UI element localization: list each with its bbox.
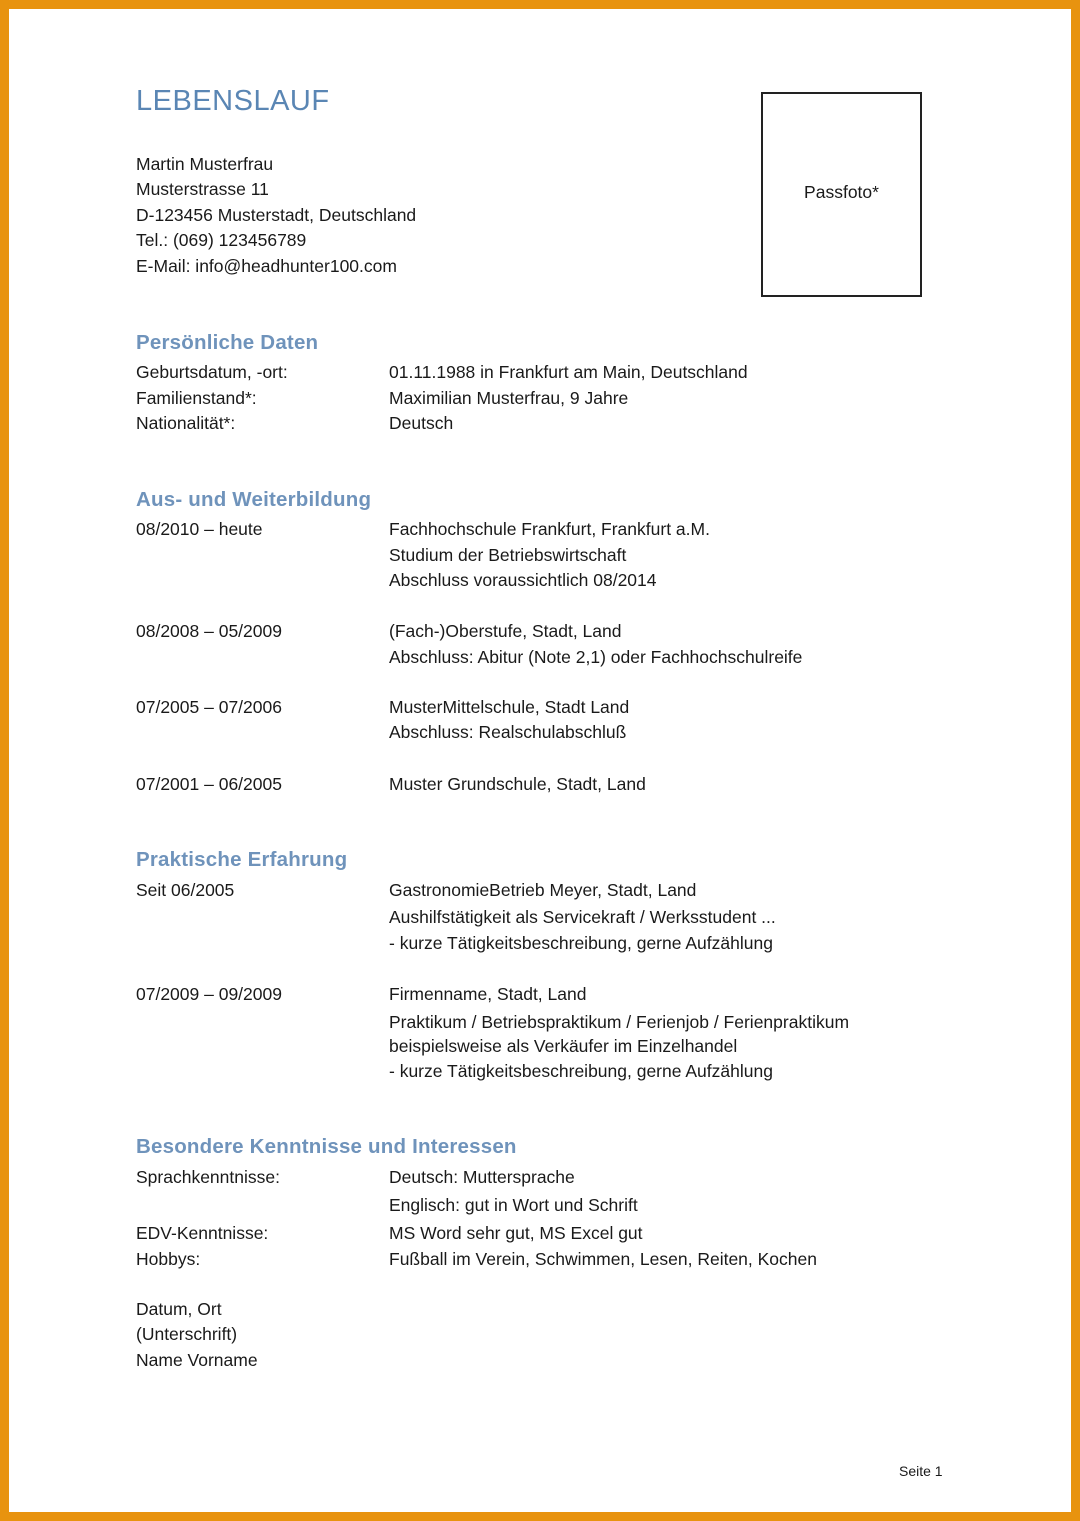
education-period: 07/2001 – 06/2005 xyxy=(136,774,282,794)
education-line: Fachhochschule Frankfurt, Frankfurt a.M. xyxy=(389,519,710,539)
section-heading-experience: Praktische Erfahrung xyxy=(136,848,348,871)
skills-line: Deutsch: Muttersprache xyxy=(389,1167,575,1187)
education-line: Muster Grundschule, Stadt, Land xyxy=(389,774,646,794)
section-heading-skills: Besondere Kenntnisse und Interessen xyxy=(136,1135,517,1158)
address-street: Musterstrasse 11 xyxy=(136,179,269,199)
address-email: E-Mail: info@headhunter100.com xyxy=(136,256,397,276)
section-heading-education: Aus- und Weiterbildung xyxy=(136,488,372,511)
section-heading-personal: Persönliche Daten xyxy=(136,331,319,354)
personal-label-family: Familienstand*: xyxy=(136,388,257,408)
experience-line: beispielsweise als Verkäufer im Einzelhandel xyxy=(389,1036,738,1056)
page-number: Seite 1 xyxy=(899,1463,943,1479)
experience-line: - kurze Tätigkeitsbeschreibung, gerne Aufzählung xyxy=(389,933,773,953)
skills-line: Englisch: gut in Wort und Schrift xyxy=(389,1195,638,1215)
skills-label-hobbies: Hobbys: xyxy=(136,1249,201,1269)
address-city: D-123456 Musterstadt, Deutschland xyxy=(136,205,417,225)
experience-period: 07/2009 – 09/2009 xyxy=(136,984,282,1004)
document-title: LEBENSLAUF xyxy=(136,85,330,117)
education-line: Studium der Betriebswirtschaft xyxy=(389,545,627,565)
experience-line: - kurze Tätigkeitsbeschreibung, gerne Aufzählung xyxy=(389,1061,773,1081)
education-line: Abschluss: Realschulabschluß xyxy=(389,722,627,742)
personal-label-nationality: Nationalität*: xyxy=(136,413,236,433)
skills-label-languages: Sprachkenntnisse: xyxy=(136,1167,280,1187)
skills-line: Fußball im Verein, Schwimmen, Lesen, Reiten, Kochen xyxy=(389,1249,817,1269)
experience-line: Firmenname, Stadt, Land xyxy=(389,984,587,1004)
experience-period: Seit 06/2005 xyxy=(136,880,235,900)
education-period: 07/2005 – 07/2006 xyxy=(136,697,282,717)
education-line: Abschluss voraussichtlich 08/2014 xyxy=(389,570,657,590)
experience-line: Aushilfstätigkeit als Servicekraft / Werksstudent ... xyxy=(389,907,776,927)
skills-line: MS Word sehr gut, MS Excel gut xyxy=(389,1223,643,1243)
signature-date-place: Datum, Ort xyxy=(136,1299,222,1319)
education-period: 08/2010 – heute xyxy=(136,519,263,539)
personal-label-birth: Geburtsdatum, -ort: xyxy=(136,362,288,382)
experience-line: Praktikum / Betriebspraktikum / Ferienjob / Ferienpraktikum xyxy=(389,1012,850,1032)
personal-value-birth: 01.11.1988 in Frankfurt am Main, Deutschland xyxy=(389,362,748,382)
education-line: MusterMittelschule, Stadt Land xyxy=(389,697,630,717)
personal-value-nationality: Deutsch xyxy=(389,413,454,433)
address-name: Martin Musterfrau xyxy=(136,154,274,174)
signature-placeholder: (Unterschrift) xyxy=(136,1324,238,1344)
personal-value-family: Maximilian Musterfrau, 9 Jahre xyxy=(389,388,629,408)
education-line: (Fach-)Oberstufe, Stadt, Land xyxy=(389,621,622,641)
signature-name: Name Vorname xyxy=(136,1350,258,1370)
cv-page xyxy=(9,9,1071,1512)
address-phone: Tel.: (069) 123456789 xyxy=(136,230,307,250)
experience-line: GastronomieBetrieb Meyer, Stadt, Land xyxy=(389,880,697,900)
education-line: Abschluss: Abitur (Note 2,1) oder Fachhochschulreife xyxy=(389,647,803,667)
photo-label: Passfoto* xyxy=(804,182,879,202)
skills-label-it: EDV-Kenntnisse: xyxy=(136,1223,269,1243)
photo-placeholder xyxy=(761,92,922,297)
education-period: 08/2008 – 05/2009 xyxy=(136,621,282,641)
